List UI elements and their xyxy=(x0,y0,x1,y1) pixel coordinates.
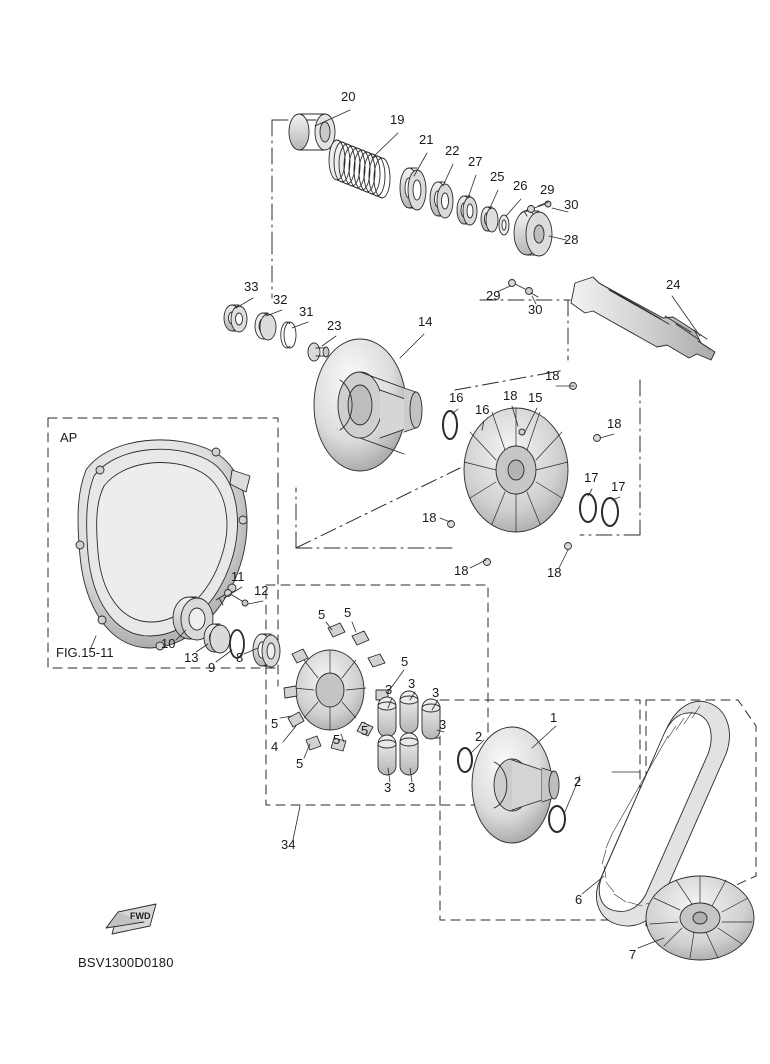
part-17-orings xyxy=(580,494,618,526)
callout-13: 13 xyxy=(184,650,199,665)
callout-8: 8 xyxy=(236,650,244,665)
part-33-bearing xyxy=(224,305,247,332)
callout-21: 21 xyxy=(419,132,434,147)
part-3-weights xyxy=(378,691,440,775)
part-31-circlip xyxy=(281,322,296,348)
callout-15: 15 xyxy=(528,390,543,405)
part-23-bolt xyxy=(308,343,329,361)
callout-7: 7 xyxy=(629,947,637,962)
callout-5-e: 5 xyxy=(333,732,341,747)
callout-17-a: 17 xyxy=(584,470,599,485)
callout-27: 27 xyxy=(468,154,483,169)
callout-14: 14 xyxy=(418,314,433,329)
callout-3-d: 3 xyxy=(439,717,447,732)
callout-5-f: 5 xyxy=(296,756,304,771)
callout-3-b: 3 xyxy=(408,676,416,691)
callout-19: 19 xyxy=(390,112,405,127)
part-25-washer xyxy=(481,207,498,232)
callout-17-b: 17 xyxy=(611,479,626,494)
callout-3-f: 3 xyxy=(384,780,392,795)
callout-5-d: 5 xyxy=(361,723,369,738)
part-19-spring xyxy=(329,140,390,198)
callout-26: 26 xyxy=(513,178,528,193)
part-28-hub xyxy=(514,211,552,256)
callout-2-a: 2 xyxy=(475,729,483,744)
callout-22: 22 xyxy=(445,143,460,158)
callout-11: 11 xyxy=(231,569,245,584)
callout-33: 33 xyxy=(244,279,259,294)
part-7-sheave xyxy=(646,876,754,960)
part-21-washer xyxy=(400,168,426,210)
part-24-shaft xyxy=(571,277,715,360)
part-27-washer xyxy=(457,196,477,225)
group-label-ap: AP xyxy=(60,430,78,445)
callout-10: 10 xyxy=(161,636,176,651)
callout-18-d: 18 xyxy=(422,510,437,525)
part-ap-cover xyxy=(76,440,250,650)
figure-reference: FIG.15-11 xyxy=(56,645,114,660)
callout-3-c: 3 xyxy=(432,685,440,700)
callout-18-e: 18 xyxy=(454,563,469,578)
part-29-30-bolts-lower xyxy=(509,280,539,298)
part-14-sheave xyxy=(314,339,422,471)
part-8-collar xyxy=(253,634,280,667)
callout-18-b: 18 xyxy=(545,368,560,383)
part-20-collar xyxy=(289,114,335,150)
callout-32: 32 xyxy=(273,292,288,307)
callout-28: 28 xyxy=(564,232,579,247)
callout-23: 23 xyxy=(327,318,342,333)
part-15-fan xyxy=(464,408,568,532)
callout-4: 4 xyxy=(271,739,279,754)
callout-30-upper: 30 xyxy=(564,197,579,212)
callout-2-b: 2 xyxy=(574,774,582,789)
callout-34: 34 xyxy=(281,837,296,852)
callout-24: 24 xyxy=(666,277,681,292)
callout-20: 20 xyxy=(341,89,356,104)
callout-5-g: 5 xyxy=(271,716,279,731)
callout-5-a: 5 xyxy=(318,607,326,622)
callout-30-lower: 30 xyxy=(528,302,543,317)
part-16-oring-a xyxy=(443,411,457,439)
callout-12: 12 xyxy=(254,583,269,598)
callout-18-f: 18 xyxy=(547,565,562,580)
callout-16-a: 16 xyxy=(449,390,464,405)
callout-18-c: 18 xyxy=(607,416,622,431)
callout-3-a: 3 xyxy=(385,682,393,697)
part-26-washer xyxy=(499,215,509,235)
part-13-bearing xyxy=(204,624,230,653)
callout-29-lower: 29 xyxy=(486,288,501,303)
part-22-washer xyxy=(430,182,453,218)
fwd-label: FWD xyxy=(130,911,151,921)
callout-1: 1 xyxy=(550,710,558,725)
callout-31: 31 xyxy=(299,304,314,319)
part-1-primary-sheave xyxy=(472,727,559,843)
callout-3-e: 3 xyxy=(408,780,416,795)
part-32-seal xyxy=(255,313,276,340)
callout-5-b: 5 xyxy=(344,605,352,620)
callout-29-upper: 29 xyxy=(540,182,555,197)
callout-25: 25 xyxy=(490,169,505,184)
callout-16-b: 16 xyxy=(475,402,490,417)
callout-5-c: 5 xyxy=(401,654,409,669)
callout-9: 9 xyxy=(208,660,216,675)
callout-18-a: 18 xyxy=(503,388,518,403)
callout-6: 6 xyxy=(575,892,583,907)
diagram-part-code: BSV1300D0180 xyxy=(78,955,174,970)
